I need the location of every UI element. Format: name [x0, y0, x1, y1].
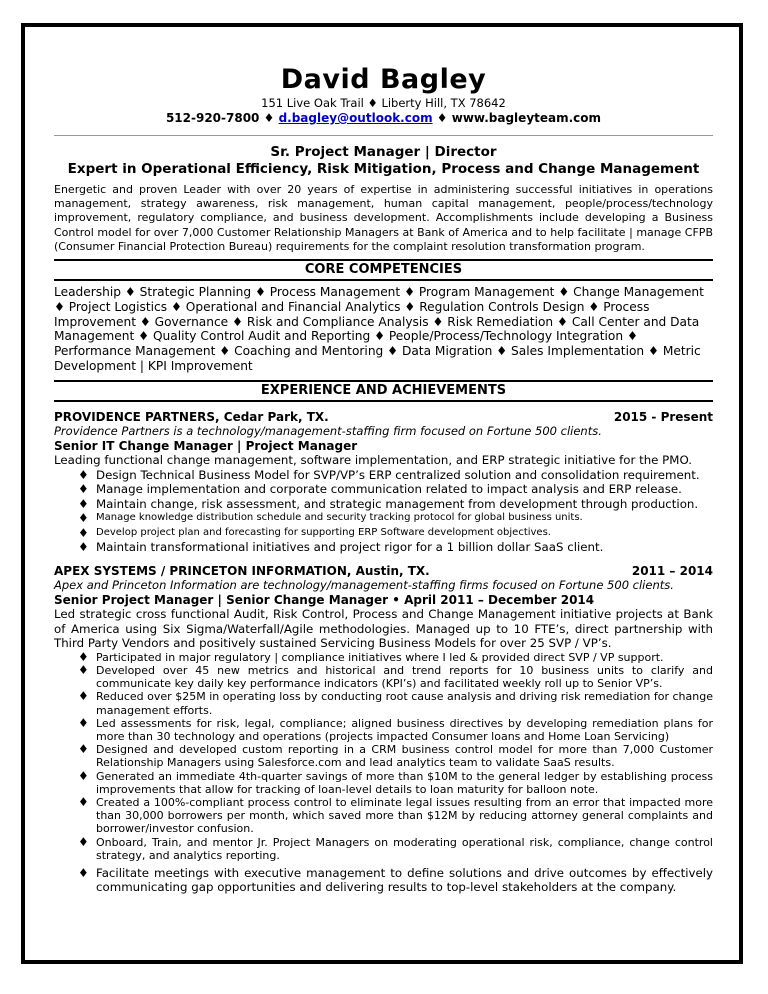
- core-competencies-heading: CORE COMPETENCIES: [54, 259, 713, 281]
- job-company: APEX SYSTEMS / PRINCETON INFORMATION, Austin, TX.: [54, 563, 430, 578]
- diamond-bullet-icon: ♦: [78, 795, 89, 810]
- diamond-bullet-icon: ♦: [78, 715, 89, 730]
- diamond-bullet-icon: ♦: [78, 866, 89, 881]
- contact-line: [54, 111, 713, 126]
- diamond-bullet-icon: ♦: [78, 649, 89, 664]
- list-item: ♦ Reduced over $25M in operating loss by conducting root cause analysis and driving risk remediation for change management efforts.: [54, 690, 713, 716]
- list-item: ♦ Maintain change, risk assessment, and strategic management from development through production.: [54, 497, 713, 512]
- diamond-bullet-icon: ♦: [78, 834, 89, 849]
- diamond-bullet-icon: ♦: [78, 689, 89, 704]
- experience-heading: EXPERIENCE AND ACHIEVEMENTS: [54, 380, 713, 402]
- job-title: Senior Project Manager | Senior Change Manager • April 2011 – December 2014: [54, 592, 595, 607]
- diamond-separator-icon: ♦: [263, 111, 275, 125]
- diamond-bullet-icon: ♦: [78, 496, 89, 511]
- diamond-bullet-icon: ♦: [78, 768, 89, 783]
- job-company-description: Providence Partners is a technology/management-staffing firm focused on Fortune 500 clients.: [54, 424, 602, 439]
- job-header: [54, 564, 713, 579]
- job-header: [54, 410, 713, 425]
- list-item: ♦ Develop project plan and forecasting for supporting ERP Software development objectives.: [54, 526, 713, 541]
- list-item: ♦ Facilitate meetings with executive management to define solutions and drive outcomes by effectively communicating gap opportunities and delivering results to top-level stakeholders at the company.: [54, 866, 713, 895]
- list-item: ♦ Design Technical Business Model for SVP/VP’s ERP centralized solution and consolidation requirement.: [54, 468, 713, 483]
- list-item: ♦ Created a 100%-compliant process control to eliminate legal issues resulting from an error that impacted more than 30,000 borrowers per month, which saved more than $12M by reducing attorney general complaints and borrower/investor confusion.: [54, 796, 713, 836]
- core-competencies-list: Leadership ♦ Strategic Planning ♦ Process Management ♦ Program Management ♦ Change Management ♦ Project Logistics ♦ Operational and Financial Analytics ♦ Regulation Controls Design ♦ Process Improvement ♦ Governance ♦ Risk and Compliance Analysis ♦ Risk Remediation ♦ Call Center and Data Management ♦ Quality Control Audit and Reporting ♦ People/Process/Technology Integration ♦ Performance Management ♦ Coaching and Mentoring ♦ Data Migration ♦ Sales Implementation ♦ Metric Development | KPI Improvement: [54, 285, 704, 373]
- diamond-bullet-icon: ♦: [78, 663, 89, 677]
- list-item: ♦ Manage knowledge distribution schedule and security tracking protocol for global business units.: [54, 511, 713, 526]
- job-company: PROVIDENCE PARTNERS, Cedar Park, TX.: [54, 409, 329, 424]
- headline-subtitle: Expert in Operational Efficiency, Risk Mitigation, Process and Change Management: [67, 161, 700, 177]
- list-item: ♦ Maintain transformational initiatives and project rigor for a 1 billion dollar SaaS client.: [54, 540, 713, 555]
- headline-title: Sr. Project Manager | Director: [270, 144, 497, 160]
- list-item: ♦ Designed and developed custom reporting in a CRM business control model for more than 7,000 Customer Relationship Managers using Salesforce.com and lead analytics team to validate SaaS results.: [54, 743, 713, 769]
- job-bullets: [54, 468, 713, 555]
- diamond-bullet-icon: ♦: [78, 482, 89, 497]
- diamond-bullet-icon: ♦: [78, 511, 89, 526]
- header-divider: [54, 135, 713, 136]
- job-dates: 2011 – 2014: [631, 563, 713, 578]
- diamond-bullet-icon: ♦: [78, 540, 89, 555]
- job-summary: Leading functional change management, software implementation, and ERP strategic initiative for the PMO.: [54, 453, 693, 468]
- diamond-bullet-icon: ♦: [78, 467, 89, 482]
- list-item: ♦ Generated an immediate 4th-quarter savings of more than $10M to the general ledger by establishing process improvements that allow for tracking of loan-level details to loan maturity for balloon note.: [54, 770, 713, 796]
- job-dates: 2015 - Present: [613, 409, 713, 424]
- phone-number: 512-920-7800: [165, 111, 260, 125]
- website-link[interactable]: www.bagleyteam.com: [451, 111, 602, 125]
- list-item: ♦ Manage implementation and corporate communication related to impact analysis and ERP release.: [54, 482, 713, 497]
- address-line: 151 Live Oak Trail ♦ Liberty Hill, TX 78642: [261, 96, 506, 110]
- diamond-bullet-icon: ♦: [78, 525, 89, 540]
- job-bullets: [54, 651, 713, 895]
- job-entry: [54, 410, 713, 555]
- email-link[interactable]: d.bagley@outlook.com: [278, 111, 433, 125]
- diamond-bullet-icon: ♦: [78, 742, 89, 757]
- candidate-name: David Bagley: [280, 64, 487, 95]
- job-company-description: Apex and Princeton Information are technology/management-staffing firms focused on Fortune 500 clients.: [54, 578, 674, 593]
- job-summary: Led strategic cross functional Audit, Risk Control, Process and Change Management initiative projects at Bank of America using Six Sigma/Waterfall/Agile methodologies. Managed up to 10 FTE’s, direct partnership with Third Party Vendors and positively sustained Servicing Business Models for over 25 SVP / VP’s.: [54, 607, 713, 651]
- professional-summary: Energetic and proven Leader with over 20 years of expertise in administering successful initiatives in operations management, strategy awareness, risk management, human capital management, people/process/technology improvement, regulatory compliance, and business development. Accomplishments include developing a Business Control model for over 7,000 Customer Relationship Managers at Bank of America and to help facilitate | manage CFPB (Consumer Financial Protection Bureau) requirements for the complaint resolution transformation program.: [54, 183, 713, 253]
- list-item: ♦ Developed over 45 new metrics and historical and trend reports for 10 business units to clarify and communicate key daily key performance indicators (KPI’s) and facilitated weekly roll up to Senior VP’s.: [54, 664, 713, 690]
- resume-content: [54, 64, 713, 895]
- diamond-separator-icon: ♦: [436, 111, 448, 125]
- list-item: ♦ Participated in major regulatory | compliance initiatives where I led & provided direct SVP / VP support.: [54, 651, 713, 664]
- job-entry: [54, 564, 713, 895]
- list-item: ♦ Led assessments for risk, legal, compliance; aligned business directives by developing remediation plans for more than 30 technology and operations (projects impacted Consumer loans and Home Loan Servicing): [54, 717, 713, 743]
- job-title: Senior IT Change Manager | Project Manager: [54, 438, 358, 453]
- list-item: ♦ Onboard, Train, and mentor Jr. Project Managers on moderating operational risk, compliance, change control strategy, and analytics reporting.: [54, 836, 713, 862]
